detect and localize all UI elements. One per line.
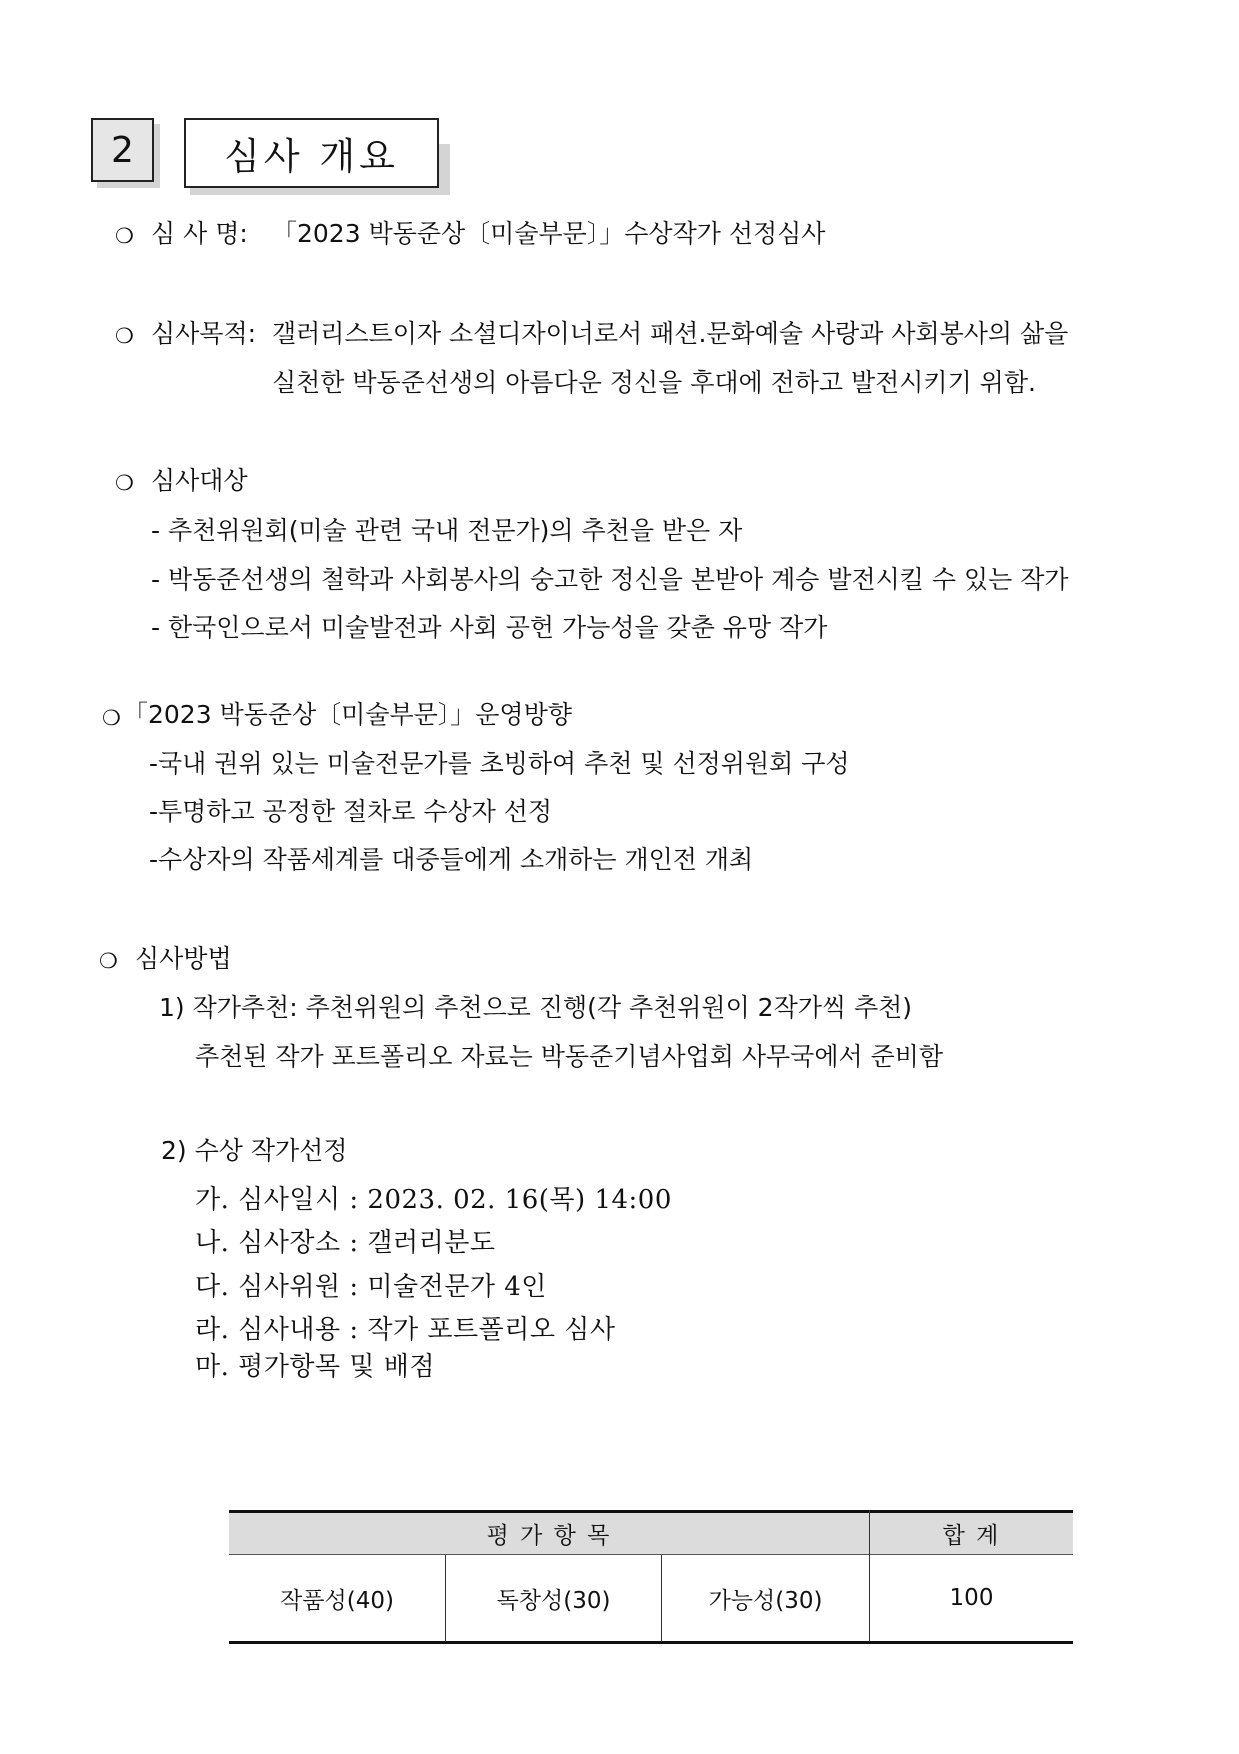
name-value: 「2023 박동준상〔미술부문〕」수상작가 선정심사	[272, 219, 826, 248]
method-step2-item: 마. 평가항목 및 배점	[195, 1352, 435, 1382]
method-step2-item: 다. 심사위원 : 미술전문가 4인	[195, 1272, 547, 1302]
section-title: 심사 개요	[184, 118, 439, 188]
purpose-label: 심사목적:	[151, 319, 257, 348]
operation-item: -수상자의 작품세계를 대중들에게 소개하는 개인전 개최	[149, 845, 754, 874]
method-step2-item: 라. 심사내용 : 작가 포트폴리오 심사	[195, 1315, 616, 1345]
purpose-line-1: 갤러리스트이자 소셜디자이너로서 패션.문화예술 사랑과 사회봉사의 삶을	[272, 319, 1069, 348]
target-item: - 추천위원회(미술 관련 국내 전문가)의 추천을 받은 자	[151, 516, 743, 545]
table-cell: 작품성(40)	[280, 1587, 394, 1614]
method-step1-line1: 1) 작가추천: 추천위원의 추천으로 진행(각 추천위원이 2작가씩 추천)	[159, 993, 913, 1022]
target-heading: 심사대상	[151, 466, 248, 495]
operation-item: -투명하고 공정한 절차로 수상자 선정	[149, 797, 553, 826]
section-title-shadow-bottom	[190, 187, 450, 195]
table-cell: 가능성(30)	[708, 1587, 823, 1614]
method-heading: 심사방법	[135, 944, 232, 973]
table-cell: 독창성(30)	[496, 1587, 611, 1614]
method-step1-line2: 추천된 작가 포트폴리오 자료는 박동준기념사업회 사무국에서 준비함	[195, 1042, 944, 1071]
operation-heading: 「2023 박동준상〔미술부문〕」운영방향	[123, 700, 572, 729]
bullet: ❍	[102, 706, 121, 730]
table-header-items: 평 가 항 목	[486, 1522, 612, 1549]
bullet: ❍	[115, 324, 134, 348]
method-step2-item: 가. 심사일시 : 2023. 02. 16(목) 14:00	[195, 1185, 672, 1215]
bullet: ❍	[115, 224, 134, 248]
method-step2-heading: 2) 수상 작가선정	[161, 1136, 348, 1165]
section-number: 2	[91, 118, 154, 182]
bullet: ❍	[115, 471, 134, 495]
table-cell-total: 100	[949, 1585, 994, 1611]
table-bottom-border	[229, 1641, 1073, 1644]
target-item: - 박동준선생의 철학과 사회봉사의 숭고한 정신을 본받아 계승 발전시킬 수 있는 작가	[151, 565, 1069, 594]
evaluation-table	[229, 1510, 1073, 1644]
table-header-total: 합 계	[942, 1522, 1001, 1549]
operation-item: -국내 권위 있는 미술전문가를 초빙하여 추천 및 선정위원회 구성	[149, 749, 850, 778]
target-item: - 한국인으로서 미술발전과 사회 공헌 가능성을 갖춘 유망 작가	[151, 613, 828, 642]
bullet: ❍	[99, 949, 118, 973]
purpose-line-2: 실천한 박동준선생의 아름다운 정신을 후대에 전하고 발전시키기 위함.	[272, 368, 1036, 397]
name-label: 심 사 명:	[151, 219, 248, 248]
method-step2-item: 나. 심사장소 : 갤러리분도	[195, 1228, 496, 1258]
